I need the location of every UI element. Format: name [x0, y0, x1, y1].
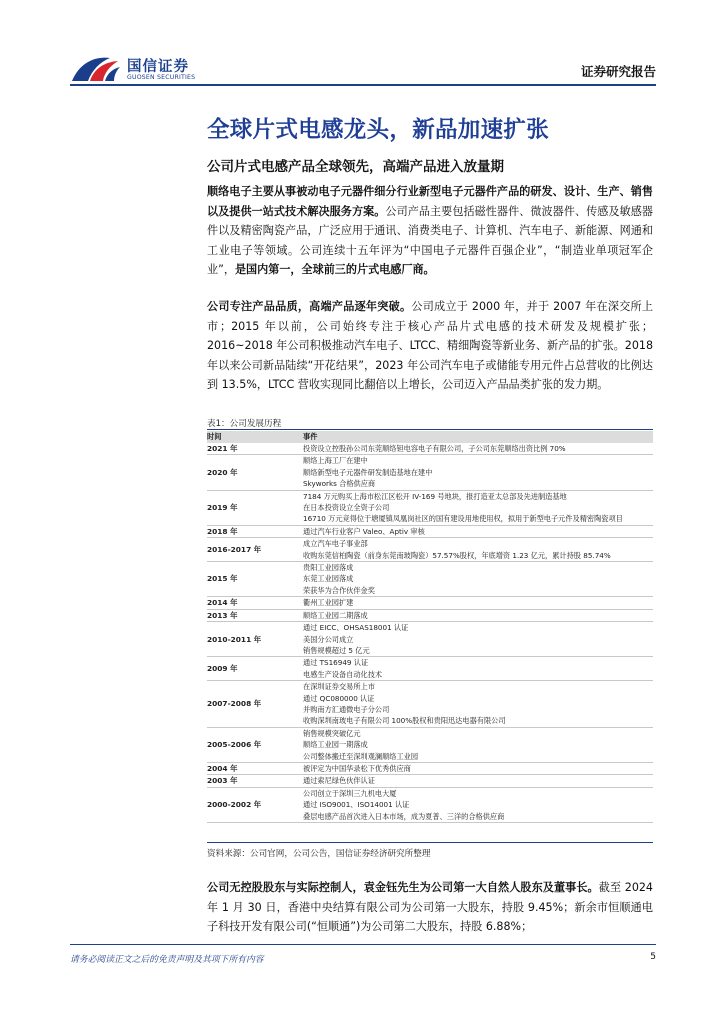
milestone-event: 公司整体搬迁至深圳观澜顺络工业园: [303, 751, 419, 761]
table-row: [207, 657, 653, 681]
footer-divider: [70, 944, 656, 945]
milestone-year: 2018 年: [207, 525, 303, 537]
milestone-year: 2013 年: [207, 609, 303, 621]
milestone-event: 叠层电感产品首次进入日本市场，成为夏普、三洋的合格供应商: [303, 811, 505, 821]
logo-chinese-text: 国信证券: [127, 59, 189, 75]
paragraph-product-quality: [207, 297, 653, 395]
page-header: [0, 0, 724, 86]
table-row: [207, 609, 653, 621]
table-row: [207, 775, 653, 787]
milestone-event: 通过 ISO9001、ISO14001 认证: [303, 800, 410, 810]
table-row: [207, 490, 653, 525]
milestone-event: 东莞工业园落成: [303, 574, 354, 584]
milestone-year: 2019 年: [207, 490, 303, 525]
milestone-event: 16710 万元竞得位于塘厦镇凤凰岗社区的国有建设用地使用权，拟用于新型电子元件及精密陶瓷项目: [303, 514, 623, 524]
milestone-event: 在日本投资设立全资子公司: [303, 503, 390, 513]
milestone-year: 2016-2017 年: [207, 538, 303, 562]
overview-bold-lead: 顺络电子主要从事被动电子元器件细分行业新型电子元器件产品的研发、设计、生产、销售以及提供一站式技术解决服务方案。: [207, 185, 653, 218]
milestone-event: 贵阳工业园落成: [303, 563, 354, 573]
column-header-year: 时间: [207, 431, 303, 443]
guosen-logo: [70, 52, 200, 86]
paragraph-shareholders: [207, 878, 653, 937]
milestone-event: 在深圳证券交易所上市: [303, 682, 375, 692]
milestones-table: [207, 431, 653, 823]
milestone-event: 通过 TS16949 认证: [303, 658, 369, 668]
milestone-events: [303, 562, 653, 597]
page-number: 5: [650, 952, 656, 962]
milestone-events: [303, 762, 653, 774]
section-subtitle: 公司片式电感产品全球领先，高端产品进入放量期: [207, 159, 504, 175]
milestone-event: 通过 QC080000 认证: [303, 693, 375, 703]
milestone-event: 电感生产设备自动化技术: [303, 669, 383, 679]
milestone-event: 并购南方汇通微电子分公司: [303, 704, 390, 714]
milestone-event: 通过汽车行业客户 Valeo、Aptiv 审核: [303, 526, 425, 536]
milestone-event: 荣获华为合作伙伴金奖: [303, 585, 375, 595]
paragraph-company-overview: [207, 182, 653, 280]
table-caption: 表1：公司发展历程: [207, 419, 282, 429]
table-bottom-rule: [207, 842, 653, 843]
milestone-year: 2005-2006 年: [207, 727, 303, 762]
table-body: [207, 443, 653, 823]
milestone-events: [303, 490, 653, 525]
milestone-event: 顺络工业园一期落成: [303, 740, 368, 750]
milestone-event: 顺络新型电子元器件研发制造基地在建中: [303, 467, 433, 477]
quality-bold-lead: 公司专注产品品质，高端产品逐年突破。: [207, 300, 412, 313]
milestone-events: [303, 681, 653, 728]
milestone-year: 2020 年: [207, 455, 303, 490]
overview-text: 公司产品主要包括磁性器件、微波器件、传感及敏感器件以及精密陶瓷产品，广泛应用于通讯、消费类电子、计算机、汽车电子、新能源、网通和工业电子等领域。公司连续十五年评为“中国电子元器件百强企业”，“制造业单项冠军企业”，: [207, 204, 653, 276]
table-row: [207, 455, 653, 490]
milestone-event: 通过 EICC、OHSAS18001 认证: [303, 623, 409, 633]
shareholders-bold-lead: 公司无控股股东与实际控制人，袁金钰先生为公司第一大自然人股东及董事长。: [207, 881, 599, 894]
milestone-year: 2010-2011 年: [207, 622, 303, 657]
milestone-events: [303, 443, 653, 455]
guosen-logo-icon: [70, 54, 122, 84]
milestone-event: 收购深圳南玻电子有限公司 100%股权和贵阳迅达电器有限公司: [303, 716, 506, 726]
table-header-row: [207, 431, 653, 443]
table-row: [207, 727, 653, 762]
milestone-events: [303, 657, 653, 681]
milestone-year: 2014 年: [207, 597, 303, 609]
milestone-events: [303, 727, 653, 762]
milestone-year: 2000-2002 年: [207, 787, 303, 822]
milestone-event: 7184 万元购买上海市松江区松开 IV-169 号地块，报打造亚太总部及先进制造基地: [303, 491, 567, 501]
table-row: [207, 681, 653, 728]
quality-text: 公司成立于 2000 年，并于 2007 年在深交所上市；2015 年以前，公司始终专注于核心产品片式电感的技术研发及规模扩张；2016~2018 年公司积极推动汽车电子、LTCC、精细陶瓷等新业务、新产品的扩张。2018 年以来公司新品陆续“开花结果”，2023 年公司汽车电子或储能专用元件占总营收的比例达到 13.5%，LTCC 营收实现同比翻倍以上增长，公司迈入产品品类扩张的发力期。: [207, 300, 653, 391]
milestone-event: 成立汽车电子事业部: [303, 539, 368, 549]
milestone-event: 衢州工业园扩建: [303, 598, 354, 608]
milestone-event: 被评定为中国华录松下优秀供应商: [303, 763, 411, 773]
milestone-year: 2007-2008 年: [207, 681, 303, 728]
milestone-event: 销售规模超过 5 亿元: [303, 645, 370, 655]
milestone-year: 2021 年: [207, 443, 303, 455]
table-row: [207, 787, 653, 822]
milestone-events: [303, 597, 653, 609]
milestone-events: [303, 775, 653, 787]
milestone-event: 销售规模突破亿元: [303, 728, 361, 738]
shareholders-text: 截至 2024 年 1 月 30 日，香港中央结算有限公司为公司第一大股东，持股 9.45%；新余市恒顺通电子科技开发有限公司(“恒顺通”)为公司第二大股东，持股 6.88%；: [207, 881, 653, 933]
column-header-event: 事件: [303, 431, 653, 443]
section-title: 全球片式电感龙头，新品加速扩张: [207, 117, 550, 143]
milestone-year: 2009 年: [207, 657, 303, 681]
milestone-event: 通过索尼绿色伙伴认证: [303, 776, 375, 786]
overview-bold-conclusion: 是国内第一，全球前三的片式电感厂商。: [234, 263, 435, 276]
milestone-event: 公司创立于深圳三九机电大厦: [303, 788, 397, 798]
table-row: [207, 622, 653, 657]
report-type-label: 证券研究报告: [580, 64, 656, 79]
milestone-event: 投资设立控股孙公司东莞顺络钽电容电子有限公司，子公司东莞顺络出资比例 70%: [303, 444, 566, 453]
table-row: [207, 538, 653, 562]
milestone-events: [303, 538, 653, 562]
milestone-events: [303, 455, 653, 490]
table-row: [207, 762, 653, 774]
milestone-year: 2015 年: [207, 562, 303, 597]
table-row: [207, 597, 653, 609]
milestone-year: 2004 年: [207, 762, 303, 774]
milestone-event: 美国分公司成立: [303, 634, 354, 644]
header-divider: [70, 84, 656, 86]
milestone-event: 收购东莞信柏陶瓷（前身东莞南玻陶瓷）57.57%股权，年底增资 1.23 亿元，累计持股 85.74%: [303, 550, 611, 560]
table-row: [207, 562, 653, 597]
milestone-events: [303, 609, 653, 621]
milestone-year: 2003 年: [207, 775, 303, 787]
milestone-event: Skyworks 合格供应商: [303, 479, 376, 489]
table-source: 资料来源：公司官网，公司公告，国信证券经济研究所整理: [207, 849, 431, 859]
logo-english-text: GUOSEN SECURITIES: [127, 74, 196, 81]
footer-disclaimer: 请务必阅读正文之后的免责声明及其项下所有内容: [70, 955, 264, 965]
table-row: [207, 525, 653, 537]
milestone-event: 顺络工业园二期落成: [303, 610, 368, 620]
milestone-events: [303, 525, 653, 537]
milestone-events: [303, 787, 653, 822]
table-row: [207, 443, 653, 455]
milestone-event: 顺络上海工厂在建中: [303, 456, 368, 466]
milestone-events: [303, 622, 653, 657]
